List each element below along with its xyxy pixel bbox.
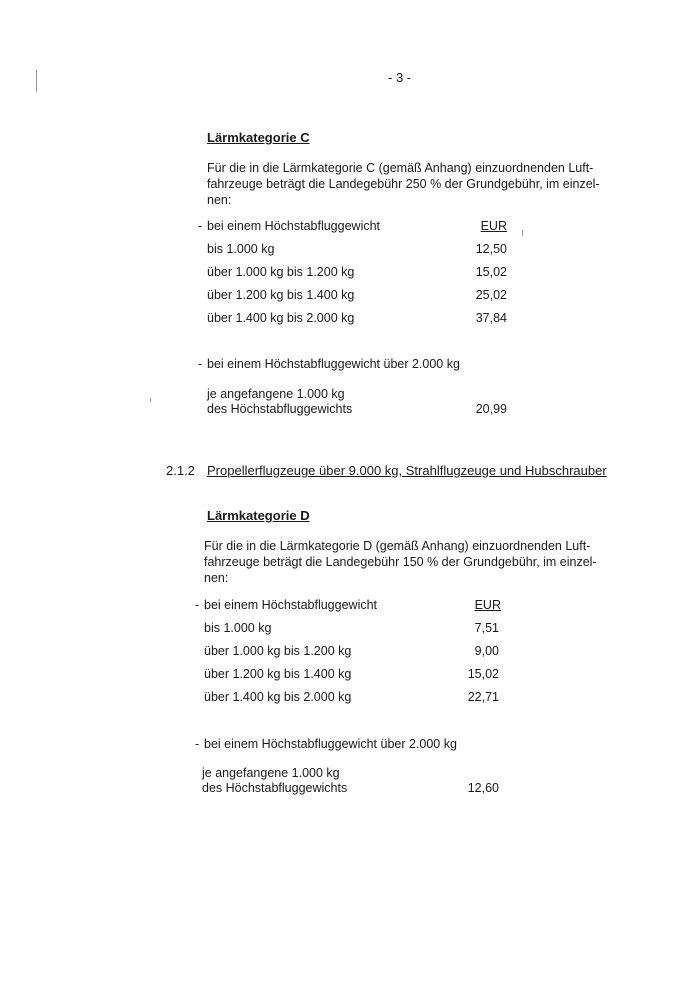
bullet-dash: - [198, 357, 203, 371]
scan-speck [150, 398, 151, 402]
intro-line: nen: [207, 193, 232, 207]
fee-value: 12,60 [467, 781, 499, 795]
per-unit-row [202, 766, 499, 798]
per-unit-label [207, 387, 352, 417]
intro-line: fahrzeuge beträgt die Landegebühr 150 % der Grundgebühr, im einzel- [204, 555, 597, 569]
bullet-dash: - [198, 219, 203, 233]
fee-value: 12,50 [475, 242, 507, 256]
over-2000-header [195, 737, 504, 755]
fee-value: 25,02 [475, 288, 507, 302]
fee-row [204, 621, 499, 639]
intro-paragraph-d [204, 538, 636, 586]
weight-range: bis 1.000 kg [207, 242, 275, 256]
fee-value: 22,71 [467, 690, 499, 704]
per-unit-line: des Höchstabfluggewichts [207, 402, 353, 416]
fee-value: 7,51 [474, 621, 499, 635]
over-2000-label: bei einem Höchstabfluggewicht über 2.000 kg [207, 357, 460, 371]
fee-value: 20,99 [475, 402, 507, 416]
fee-value: 37,84 [475, 311, 507, 325]
heading-laermkategorie-d: Lärmkategorie D [207, 508, 310, 523]
fee-row [207, 311, 507, 329]
section-title: Propellerflugzeuge über 9.000 kg, Strahlflugzeuge und Hubschrauber [207, 463, 607, 478]
fee-row [204, 644, 499, 662]
bullet-dash: - [195, 737, 200, 751]
weight-range: über 1.200 kg bis 1.400 kg [204, 667, 352, 681]
fee-value: 15,02 [475, 265, 507, 279]
fee-row [207, 265, 507, 283]
fee-row [207, 242, 507, 260]
fee-row [204, 667, 499, 685]
weight-range: über 1.200 kg bis 1.400 kg [207, 288, 355, 302]
over-2000-header [198, 357, 507, 375]
scan-speck [36, 70, 37, 92]
weight-range: bis 1.000 kg [204, 621, 272, 635]
intro-line: nen: [204, 571, 229, 585]
intro-paragraph-c [207, 160, 639, 208]
fee-table-header [195, 598, 501, 616]
weight-header-label: bei einem Höchstabfluggewicht [207, 219, 381, 233]
heading-laermkategorie-c: Lärmkategorie C [207, 130, 310, 145]
bullet-dash: - [195, 598, 200, 612]
currency-header: EUR [474, 598, 501, 612]
page-number: - 3 - [388, 70, 412, 85]
intro-line: Für die in die Lärmkategorie C (gemäß Anhang) einzuordnenden Luft- [207, 161, 594, 175]
over-2000-label: bei einem Höchstabfluggewicht über 2.000 kg [204, 737, 457, 751]
fee-value: 15,02 [467, 667, 499, 681]
fee-row [204, 690, 499, 708]
per-unit-line: je angefangene 1.000 kg [207, 387, 345, 401]
weight-range: über 1.400 kg bis 2.000 kg [204, 690, 352, 704]
weight-range: über 1.000 kg bis 1.200 kg [207, 265, 355, 279]
fee-table-header [198, 219, 507, 237]
per-unit-line: je angefangene 1.000 kg [202, 766, 340, 780]
intro-line: Für die in die Lärmkategorie D (gemäß Anhang) einzuordnenden Luft- [204, 539, 591, 553]
weight-header-label: bei einem Höchstabfluggewicht [204, 598, 378, 612]
currency-header: EUR [480, 219, 507, 233]
fee-row [207, 288, 507, 306]
intro-line: fahrzeuge beträgt die Landegebühr 250 % der Grundgebühr, im einzel- [207, 177, 600, 191]
weight-range: über 1.000 kg bis 1.200 kg [204, 644, 352, 658]
section-number: 2.1.2 [166, 463, 195, 478]
per-unit-row [207, 387, 507, 419]
scan-speck [522, 230, 523, 236]
weight-range: über 1.400 kg bis 2.000 kg [207, 311, 355, 325]
per-unit-label [202, 766, 347, 796]
fee-value: 9,00 [474, 644, 499, 658]
per-unit-line: des Höchstabfluggewichts [202, 781, 348, 795]
